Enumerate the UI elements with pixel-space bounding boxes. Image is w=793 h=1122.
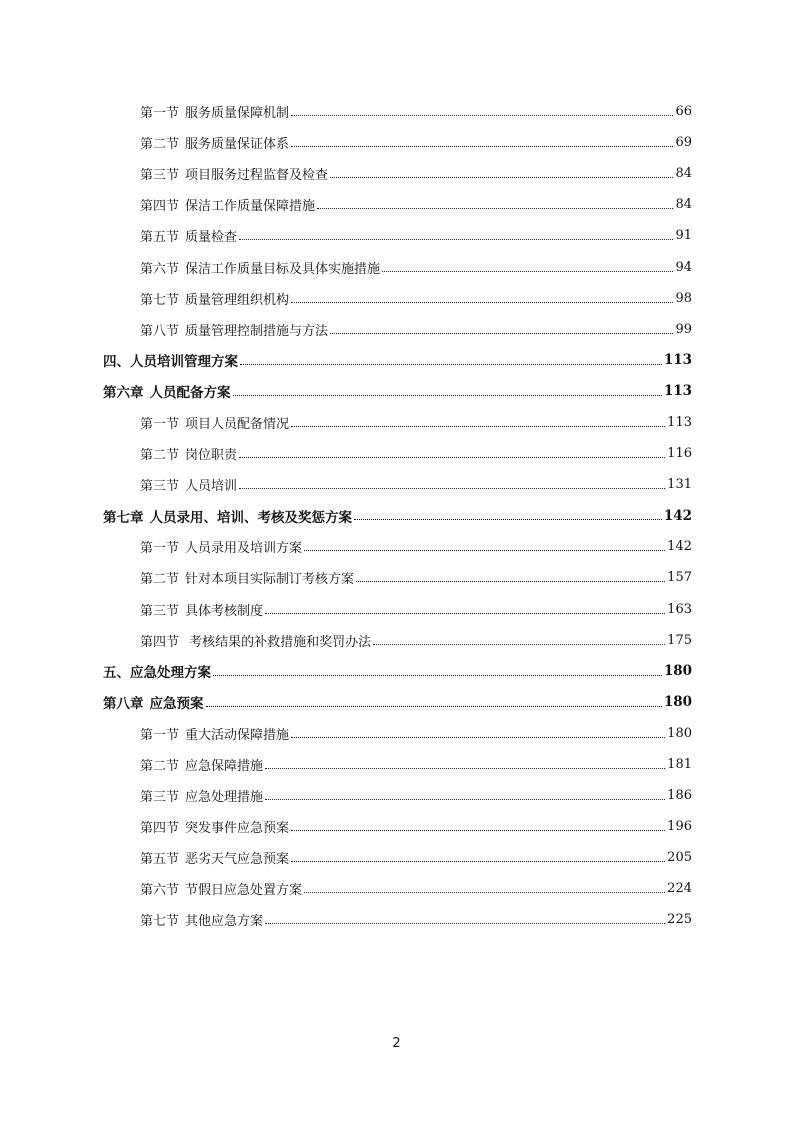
toc-entry[interactable] [0,842,793,873]
toc-entry-text: 重大活动保障措施 [185,727,290,743]
toc-entry-number: 第八章 [103,696,144,713]
toc-entry-page: 175 [667,632,692,648]
toc-entry-number: 第二节 [140,759,180,775]
toc-entry[interactable] [0,314,793,345]
toc-entry-number: 第四节 [140,199,180,215]
toc-entry-text: 岗位职责 [185,448,238,464]
toc-leader-dots [382,271,673,272]
toc-entry[interactable] [0,531,793,562]
toc-entry-number: 第七节 [140,292,180,308]
toc-leader-dots [291,115,673,116]
toc-entry-page: 196 [667,819,692,835]
toc-entry-page: 69 [675,135,692,151]
toc-entry-text: 项目人员配备情况 [185,416,290,432]
toc-entry-number: 第四节 [140,634,180,650]
toc-entry-title [103,661,211,681]
toc-entry[interactable] [0,718,793,749]
toc-entry[interactable] [0,780,793,811]
toc-entry-text: 人员配备方案 [149,385,231,402]
toc-entry-text: 服务质量保证体系 [185,137,290,153]
toc-leader-dots [291,426,665,427]
toc-leader-dots [239,488,665,489]
toc-entry-text: 质量检查 [185,230,238,246]
toc-entry[interactable] [0,220,793,251]
toc-leader-dots [356,581,665,582]
toc-entry-title [140,910,263,929]
toc-entry-page: 180 [663,694,692,711]
toc-entry-page: 205 [667,850,692,866]
toc-leader-dots [330,177,673,178]
toc-entry-title [140,289,289,308]
toc-leader-dots [206,706,662,707]
toc-entry-number: 第二节 [140,448,180,464]
toc-entry[interactable] [0,407,793,438]
toc-entry[interactable] [0,625,793,656]
toc-entry-text: 应急保障措施 [185,759,264,775]
toc-entry-page: 94 [675,259,692,275]
toc-leader-dots [330,333,673,334]
toc-entry-number: 第一节 [140,106,180,122]
toc-entry[interactable] [0,189,793,220]
toc-entry[interactable] [0,500,793,531]
toc-entry-page: 225 [667,912,692,928]
toc-entry-page: 91 [675,228,692,244]
toc-entry-title [140,848,289,867]
toc-entry-number: 第一节 [140,727,180,743]
toc-entry-page: 186 [667,788,692,804]
toc-entry-number: 第四节 [140,821,180,837]
toc-leader-dots [265,923,665,924]
toc-entry-number: 第五节 [140,230,180,246]
toc-entry-text: 人员培训 [185,479,238,495]
toc-entry-number: 第三节 [140,603,180,619]
toc-entry-page: 113 [663,383,692,400]
toc-entry[interactable] [0,594,793,625]
toc-entry-page: 224 [667,881,692,897]
toc-entry[interactable] [0,687,793,718]
toc-entry-title [140,755,263,774]
toc-entry-title [140,817,289,836]
toc-entry-title [140,258,380,277]
toc-entry-number: 第一节 [140,541,180,557]
toc-entry-title [140,475,237,494]
toc-entry[interactable] [0,904,793,935]
toc-entry[interactable] [0,127,793,158]
toc-entry-page: 163 [667,601,692,617]
toc-entry[interactable] [0,811,793,842]
toc-entry-text: 项目服务过程监督及检查 [185,168,329,184]
toc-entry-number: 第六节 [140,261,180,277]
toc-leader-dots [291,737,665,738]
toc-entry-title [140,320,328,339]
toc-entry[interactable] [0,376,793,407]
toc-entry-title [103,350,238,370]
toc-leader-dots [265,799,665,800]
toc-leader-dots [240,364,662,365]
toc-entry-page: 157 [667,570,692,586]
toc-entry[interactable] [0,873,793,904]
toc-entry-text: 人员录用、培训、考核及奖惩方案 [149,509,352,526]
toc-entry-title [140,568,354,587]
toc-entry-text: 突发事件应急预案 [185,821,290,837]
toc-entry-text: 质量管理控制措施与方法 [185,323,329,339]
toc-leader-dots [304,892,665,893]
toc-entry-text: 节假日应急处置方案 [185,883,303,899]
toc-entry-text: 恶劣天气应急预案 [185,852,290,868]
toc-entry-page: 131 [667,477,692,493]
toc-leader-dots [354,519,662,520]
toc-entry-title [140,444,237,463]
toc-leader-dots [233,395,662,396]
toc-entry-title [140,133,289,152]
toc-leader-dots [239,457,665,458]
toc-entry-text: 针对本项目实际制订考核方案 [185,572,355,588]
toc-entry-page: 116 [667,446,692,462]
toc-leader-dots [265,768,665,769]
toc-entry-number: 第二节 [140,572,180,588]
toc-entry-title [103,506,352,526]
toc-entry[interactable] [0,96,793,127]
toc-entry-title [140,226,237,245]
toc-leader-dots [317,208,673,209]
toc-entry-text: 具体考核制度 [185,603,264,619]
toc-entry-page: 113 [663,352,692,369]
toc-leader-dots [291,830,665,831]
toc-entry-page: 142 [667,539,692,555]
toc-entry-number: 第三节 [140,790,180,806]
toc-entry-title [103,692,204,712]
toc-entry[interactable] [0,562,793,593]
toc-leader-dots [291,861,665,862]
toc-entry[interactable] [0,251,793,282]
toc-entry-title [140,164,328,183]
toc-entry-title [140,631,371,650]
toc-leader-dots [291,302,673,303]
toc-entry-text: 其他应急方案 [185,914,264,930]
toc-entry-page: 84 [675,166,692,182]
toc-entry-number: 第五节 [140,852,180,868]
toc-entry-text: 应急预案 [149,696,204,713]
toc-entry-text: 保洁工作质量保障措施 [185,199,316,215]
toc-entry-text: 考核结果的补救措施和奖罚办法 [185,634,372,650]
toc-entry[interactable] [0,656,793,687]
toc-entry-number: 第二节 [140,137,180,153]
toc-entry-number: 第六节 [140,883,180,899]
toc-entry-number: 第七章 [103,509,144,526]
toc-entry-title [140,102,289,121]
toc-entry[interactable] [0,438,793,469]
toc-entry-page: 113 [667,414,692,430]
toc-entry-title [140,724,289,743]
toc-entry-page: 84 [675,197,692,213]
toc-entry-number: 第一节 [140,416,180,432]
toc-entry-number: 第七节 [140,914,180,930]
toc-entry-text: 四、人员培训管理方案 [103,354,238,371]
toc-entry-page: 142 [663,507,692,524]
toc-entry[interactable] [0,283,793,314]
table-of-contents [0,96,793,936]
toc-entry-number: 第六章 [103,385,144,402]
toc-entry-text: 保洁工作质量目标及具体实施措施 [185,261,381,277]
toc-leader-dots [291,146,673,147]
page-number: 2 [392,1036,401,1051]
toc-entry-number: 第八节 [140,323,180,339]
toc-leader-dots [239,239,673,240]
toc-entry-text: 应急处理措施 [185,790,264,806]
toc-entry-page: 99 [675,321,692,337]
toc-leader-dots [265,613,665,614]
toc-entry-title [140,537,302,556]
toc-entry[interactable] [0,345,793,376]
toc-entry[interactable] [0,469,793,500]
toc-leader-dots [304,550,665,551]
toc-entry-title [140,413,289,432]
toc-entry-number: 第三节 [140,479,180,495]
toc-entry[interactable] [0,749,793,780]
toc-entry-title [140,600,263,619]
toc-entry-title [140,879,302,898]
toc-leader-dots [213,675,662,676]
toc-leader-dots [373,644,665,645]
toc-entry-page: 180 [663,663,692,680]
toc-entry-text: 服务质量保障机制 [185,106,290,122]
toc-entry-text: 人员录用及培训方案 [185,541,303,557]
toc-entry-page: 98 [675,290,692,306]
toc-entry-title [103,381,231,401]
toc-entry-text: 五、应急处理方案 [103,665,211,682]
toc-entry-page: 181 [667,757,692,773]
toc-entry-page: 66 [675,104,692,120]
toc-entry-title [140,786,263,805]
toc-entry-number: 第三节 [140,168,180,184]
toc-entry-page: 180 [667,725,692,741]
toc-entry[interactable] [0,158,793,189]
toc-entry-title [140,195,315,214]
toc-entry-text: 质量管理组织机构 [185,292,290,308]
